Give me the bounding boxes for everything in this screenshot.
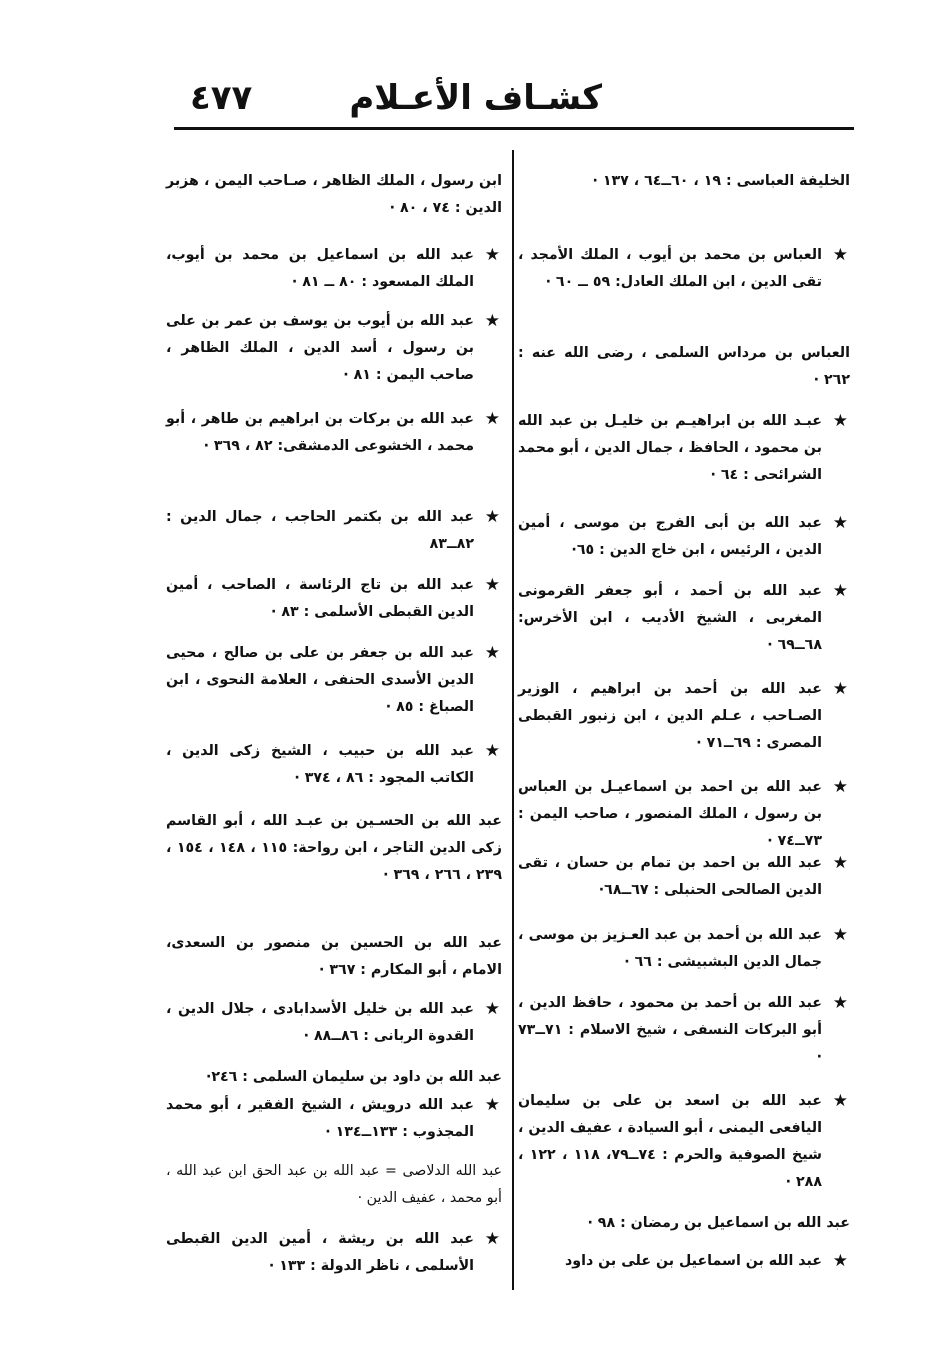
index-entry — [518, 850, 850, 904]
star-icon: ★ — [484, 1229, 500, 1249]
entry-text: عبد الله بن الحسين بن منصور بن السعدى، الامام ، أبو المكارم : ٣٦٧ · — [166, 935, 502, 978]
index-entry — [166, 572, 502, 626]
entry-text: عبد الله بن احمد بن اسماعيـل بن العباس بن رسول ، الملك المنصور ، صاحب اليمن : ٧٣ــ٧٤ · — [518, 779, 822, 849]
star-icon: ★ — [832, 993, 848, 1013]
entry-text: عبد الله بن داود بن سليمان السلمى : ٢٤٦· — [205, 1069, 502, 1085]
entry-text: عبد الله بن أحمد بن ابراهيم ، الوزير الصـاحب ، عـلم الدين ، ابن زنبور القبطى المصرى : ٦٩ــ٧١ · — [518, 681, 822, 751]
entry-text: عبد الله بن الحسـين بن عبـد الله ، أبو القاسم زكى الدين التاجر ، ابن رواحة: ١١٥ ، ١٤٨ ، ١٥٤ ، ٢٣٩ ، ٢٦٦ ، ٣٦٩ · — [166, 813, 502, 883]
index-entry — [518, 774, 850, 855]
index-entry — [518, 922, 850, 976]
entry-text: عبد الله بن ريشة ، أمين الدين القبطى الأسلمى ، ناظر الدولة : ١٣٣ · — [166, 1231, 474, 1274]
index-entry — [166, 930, 502, 984]
index-entry — [166, 738, 502, 792]
index-entry — [166, 1092, 502, 1146]
index-entry — [166, 168, 502, 222]
index-entry — [166, 1158, 502, 1212]
index-entry — [166, 1226, 502, 1280]
star-icon: ★ — [832, 1251, 848, 1271]
entry-text: عبد الله بن بكتمر الحاجب ، جمال الدين : ٨٢ــ٨٣ — [166, 509, 474, 552]
entry-text: عبد الله بن اسماعيل بن محمد بن أيوب، الملك المسعود : ٨٠ ــ ٨١ · — [166, 247, 474, 290]
index-entry — [518, 168, 850, 195]
entry-text: عبد الله بن أحمد بن محمود ، حافظ الدين ، أبو البركات النسفى ، شيخ الاسلام : ٧١ــ٧٣ · — [518, 995, 822, 1065]
entry-text: عبد الله بن اسعد بن على بن سليمان اليافعى اليمنى ، أبو السيادة ، عفيف الدين ، شيخ الصوفية والحرم : ٧٤ــ٧٩، ١١٨ ، ١٢٢ ، ٢٨٨ · — [518, 1093, 822, 1190]
entry-text: عبد الله بن أحمد ، أبو جعفر القرمونى المغربى ، الشيخ الأديب ، ابن الأخرس: ٦٨ــ٦٩ · — [518, 583, 822, 653]
entry-text: عبد الله بن جعفر بن على بن صالح ، محيى الدين الأسدى الحنفى ، العلامة النحوى ، ابن الصباغ : ٨٥ · — [166, 645, 474, 715]
entry-text: ابن رسول ، الملك الظاهر ، صـاحب اليمن ، هزبر الدين : ٧٤ ، ٨٠ · — [166, 173, 502, 216]
star-icon: ★ — [832, 925, 848, 945]
entry-text: عبد الله بن حبيب ، الشيخ زكى الدين ، الكاتب المجود : ٨٦ ، ٣٧٤ · — [166, 743, 474, 786]
entry-text: عبـد الله بن ابراهيـم بن خليـل بن عبد الله بن محمود ، الحافظ ، جمال الدين ، أبو محمد الشرائحى : ٦٤ · — [518, 413, 822, 483]
entry-text: عبد الله بن اسماعيل بن رمضان : ٩٨ · — [587, 1215, 850, 1231]
index-entry — [518, 1088, 850, 1196]
star-icon: ★ — [832, 777, 848, 797]
entry-text: عبد الله بن أبى الفرج بن موسى ، أمين الدين ، الرئيس ، ابن خاج الدين : ٦٥· — [518, 515, 822, 558]
star-icon: ★ — [832, 679, 848, 699]
entry-text: العباس بن محمد بن أيوب ، الملك الأمجد ، تقى الدين ، ابن الملك العادل: ٥٩ ــ ٦٠ · — [518, 247, 822, 290]
star-icon: ★ — [832, 411, 848, 431]
index-entry — [518, 510, 850, 564]
index-entry — [518, 578, 850, 659]
star-icon: ★ — [484, 575, 500, 595]
index-entry — [166, 308, 502, 389]
page-header — [176, 74, 852, 126]
star-icon: ★ — [832, 853, 848, 873]
index-entry — [518, 1210, 850, 1237]
index-entry — [166, 640, 502, 721]
index-entry — [518, 990, 850, 1071]
entry-text: الخليفة العباسى : ١٩ ، ٦٠ــ٦٤ ، ١٣٧ · — [592, 173, 850, 189]
star-icon: ★ — [832, 581, 848, 601]
index-entry — [166, 504, 502, 558]
entry-text: عبد الله بن احمد بن تمام بن حسان ، تقى الدين الصالحى الحنبلى : ٦٧ــ٦٨· — [518, 855, 822, 898]
entry-text: عبد الله بن تاج الرئاسة ، الصاحب ، أمين الدين القبطى الأسلمى : ٨٣ · — [166, 577, 474, 620]
index-entry — [166, 1064, 502, 1091]
index-entry — [518, 408, 850, 489]
index-entry — [518, 340, 850, 394]
index-entry — [166, 996, 502, 1050]
entry-text: عبد الله درويش ، الشيخ الفقير ، أبو محمد المجذوب : ١٣٣ــ١٣٤ · — [166, 1097, 474, 1140]
star-icon: ★ — [832, 1091, 848, 1111]
star-icon: ★ — [484, 1095, 500, 1115]
index-entry — [518, 676, 850, 757]
index-entry — [166, 808, 502, 889]
column-divider — [512, 150, 514, 1290]
index-entry — [166, 406, 502, 460]
index-entry — [166, 242, 502, 296]
star-icon: ★ — [484, 311, 500, 331]
star-icon: ★ — [484, 999, 500, 1019]
entry-text: عبد الله بن أحمد بن عبد العـزيز بن موسى ، جمال الدين البشبيشى : ٦٦ · — [518, 927, 822, 970]
page-number: ٤٧٧ — [190, 78, 253, 118]
entry-text: عبد الله بن أيوب بن يوسف بن عمر بن على بن رسول ، أسد الدين ، الملك الظاهر ، صاحب اليمن : ٨١ · — [166, 313, 474, 383]
star-icon: ★ — [484, 643, 500, 663]
star-icon: ★ — [484, 507, 500, 527]
entry-text: عبد الله بن خليل الأسدابادى ، جلال الدين ، القدوة الربانى : ٨٦ــ٨٨ · — [166, 1001, 474, 1044]
star-icon: ★ — [484, 741, 500, 761]
star-icon: ★ — [832, 513, 848, 533]
index-entry — [518, 242, 850, 296]
entry-text: عبد الله بن اسماعيل بن على بن داود — [564, 1253, 822, 1269]
entry-text: عبد الله بن بركات بن ابراهيم بن طاهر ، أبو محمد ، الخشوعى الدمشقى: ٨٢ ، ٣٦٩ · — [166, 411, 474, 454]
star-icon: ★ — [484, 245, 500, 265]
index-entry — [518, 1248, 850, 1275]
star-icon: ★ — [832, 245, 848, 265]
page-title: كشـاف الأعـلام — [349, 78, 602, 118]
entry-text: عبد الله الدلاصى = عبد الله بن عبد الحق ابن عبد الله ، أبو محمد ، عفيف الدين · — [166, 1163, 502, 1206]
entry-text: العباس بن مرداس السلمى ، رضى الله عنه : ٢٦٢ · — [518, 345, 850, 388]
star-icon: ★ — [484, 409, 500, 429]
header-rule — [174, 127, 854, 130]
